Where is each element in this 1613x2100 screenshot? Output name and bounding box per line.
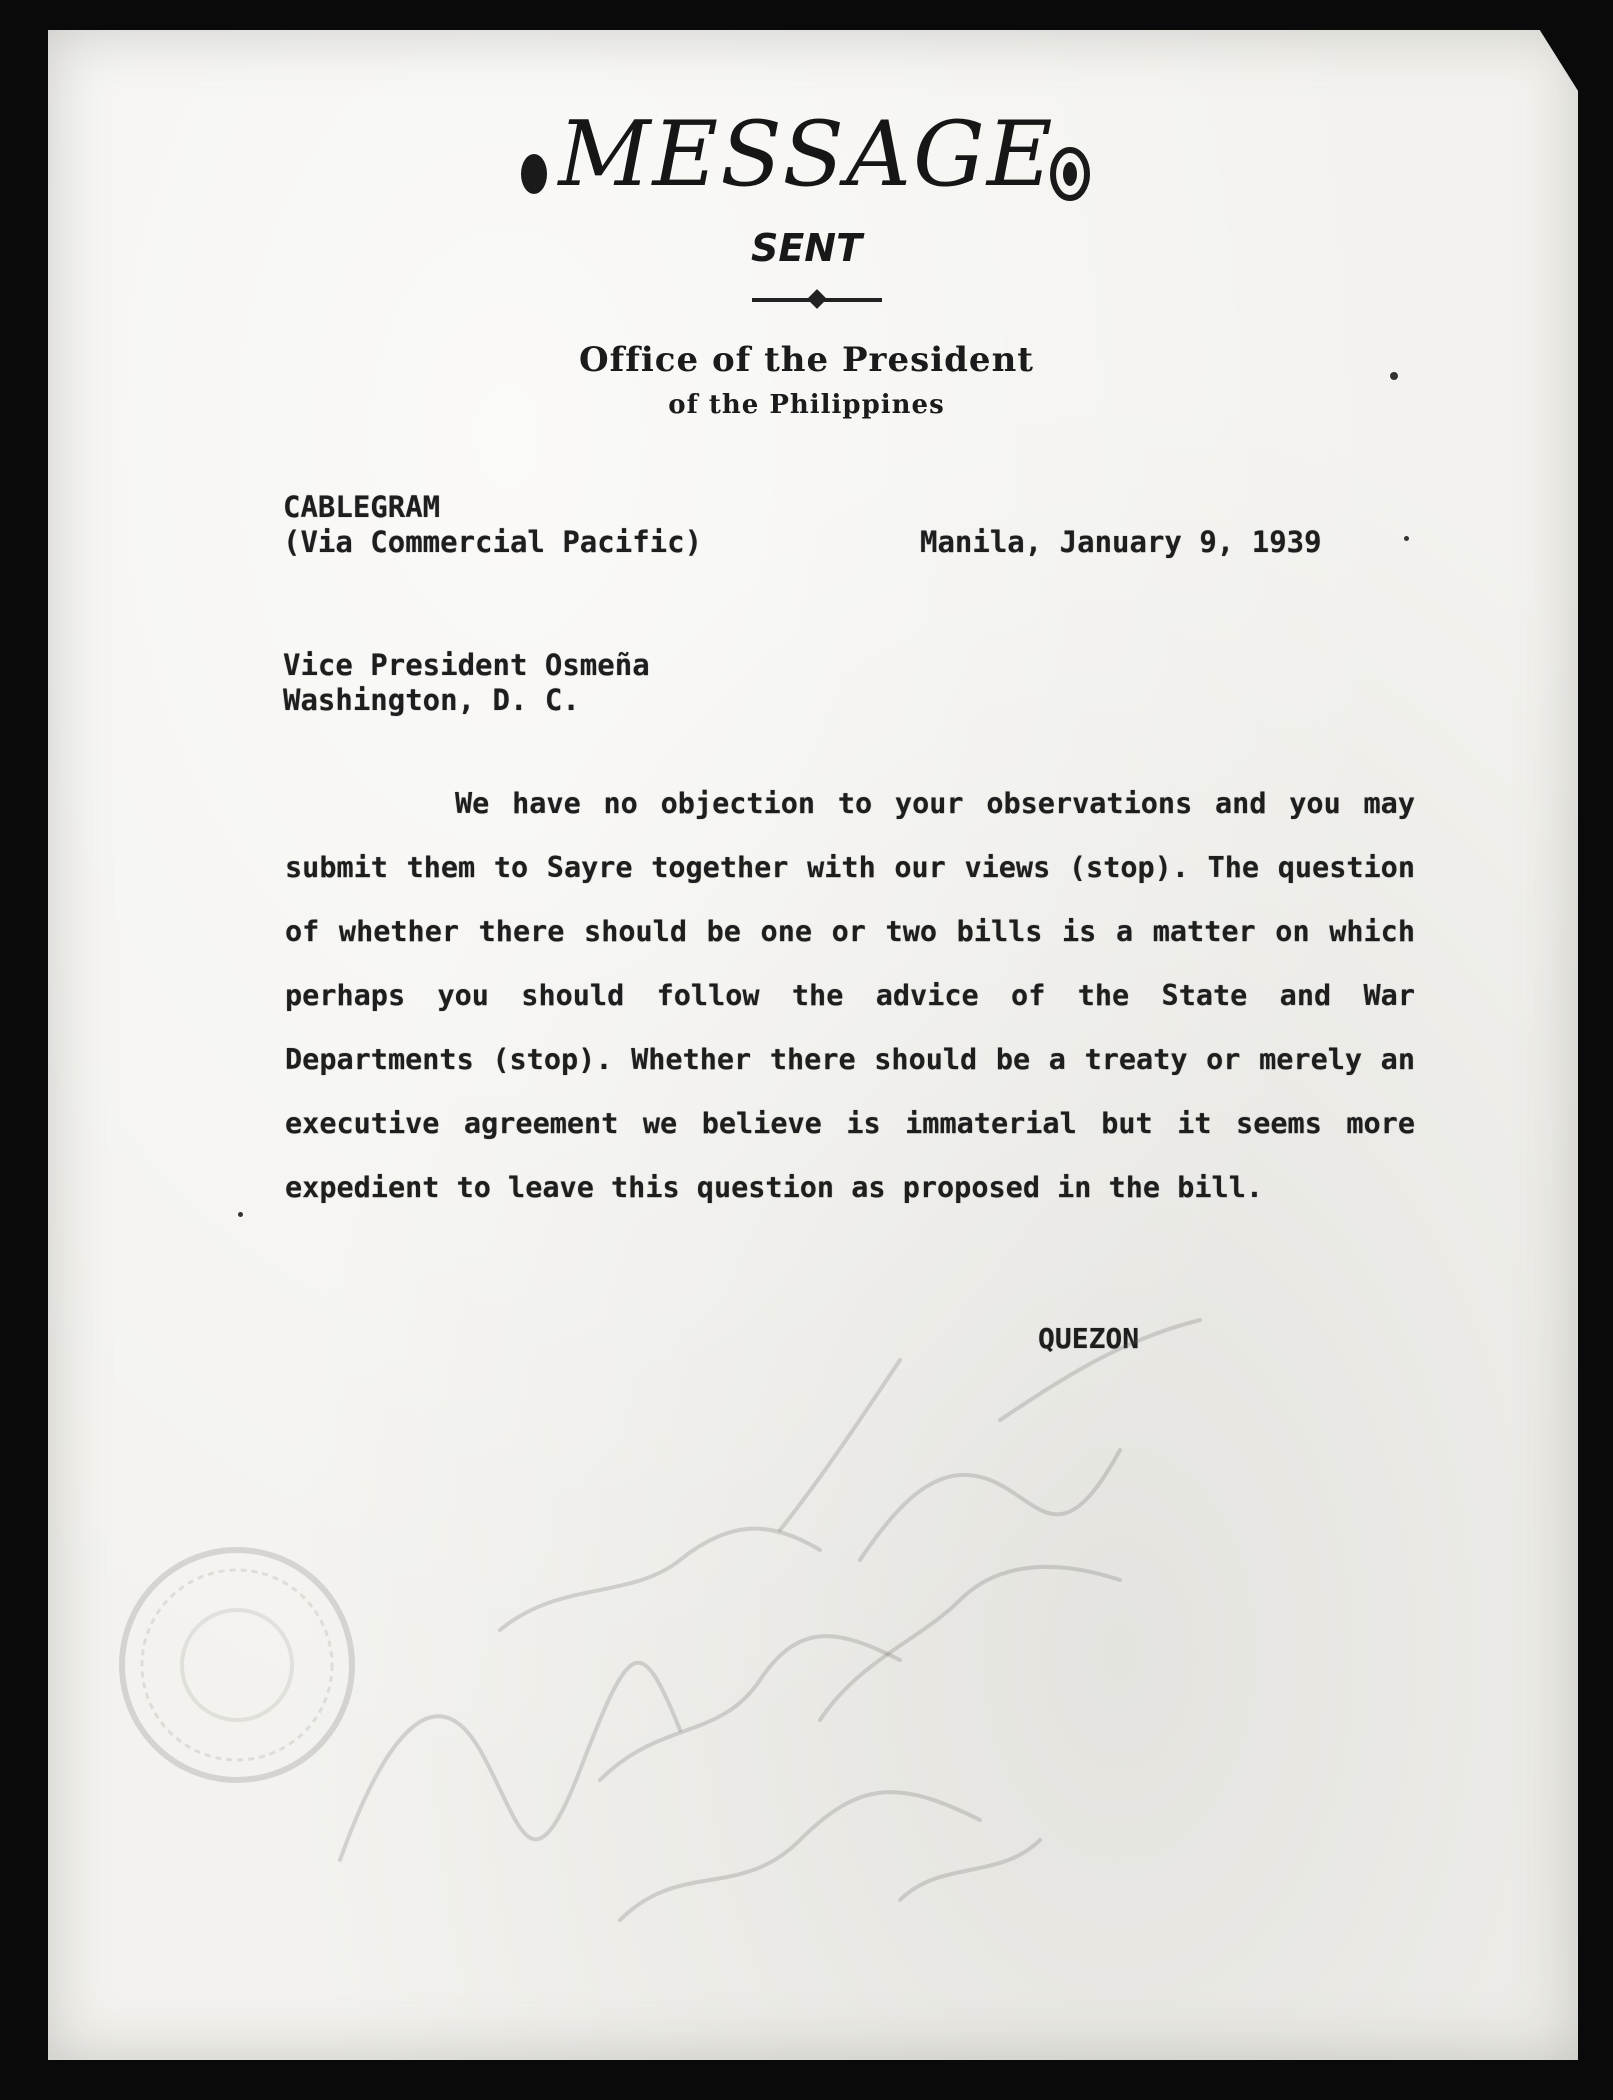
- letterhead-title: MESSAGE: [558, 102, 1055, 207]
- letterhead-office-line2: of the Philippines: [668, 390, 945, 420]
- handwritten-annotation-icon: [300, 1300, 1300, 2000]
- message-type: CABLEGRAM: [283, 490, 441, 524]
- place-and-date: Manila, January 9, 1939: [920, 525, 1322, 559]
- addressee-name: Vice President Osmeña: [283, 648, 650, 682]
- addressee-location: Washington, D. C.: [283, 683, 580, 717]
- dust-speck: [238, 1212, 243, 1217]
- letterhead-office: Office of the President: [579, 340, 1034, 380]
- left-ornament-icon: [516, 150, 552, 198]
- letterhead: [0, 102, 1613, 207]
- message-body: We have no objection to your observations and you may submit them to Sayre together with our views (stop). The question of whether there should be one or two bills is a matter on which perhaps you should follow the advice of the State and War Departments (stop). Whether there should be a treaty or merely an executive agreement we believe is immaterial but it seems more expedient to leave this question as proposed in the bill.: [285, 787, 1415, 1204]
- dust-speck: [1390, 372, 1398, 380]
- dust-speck: [1404, 536, 1409, 541]
- message-route: (Via Commercial Pacific): [283, 525, 703, 559]
- letterhead-sent: SENT: [750, 226, 863, 270]
- signature-name: QUEZON: [1038, 1322, 1140, 1355]
- right-ornament-icon: [1048, 146, 1092, 202]
